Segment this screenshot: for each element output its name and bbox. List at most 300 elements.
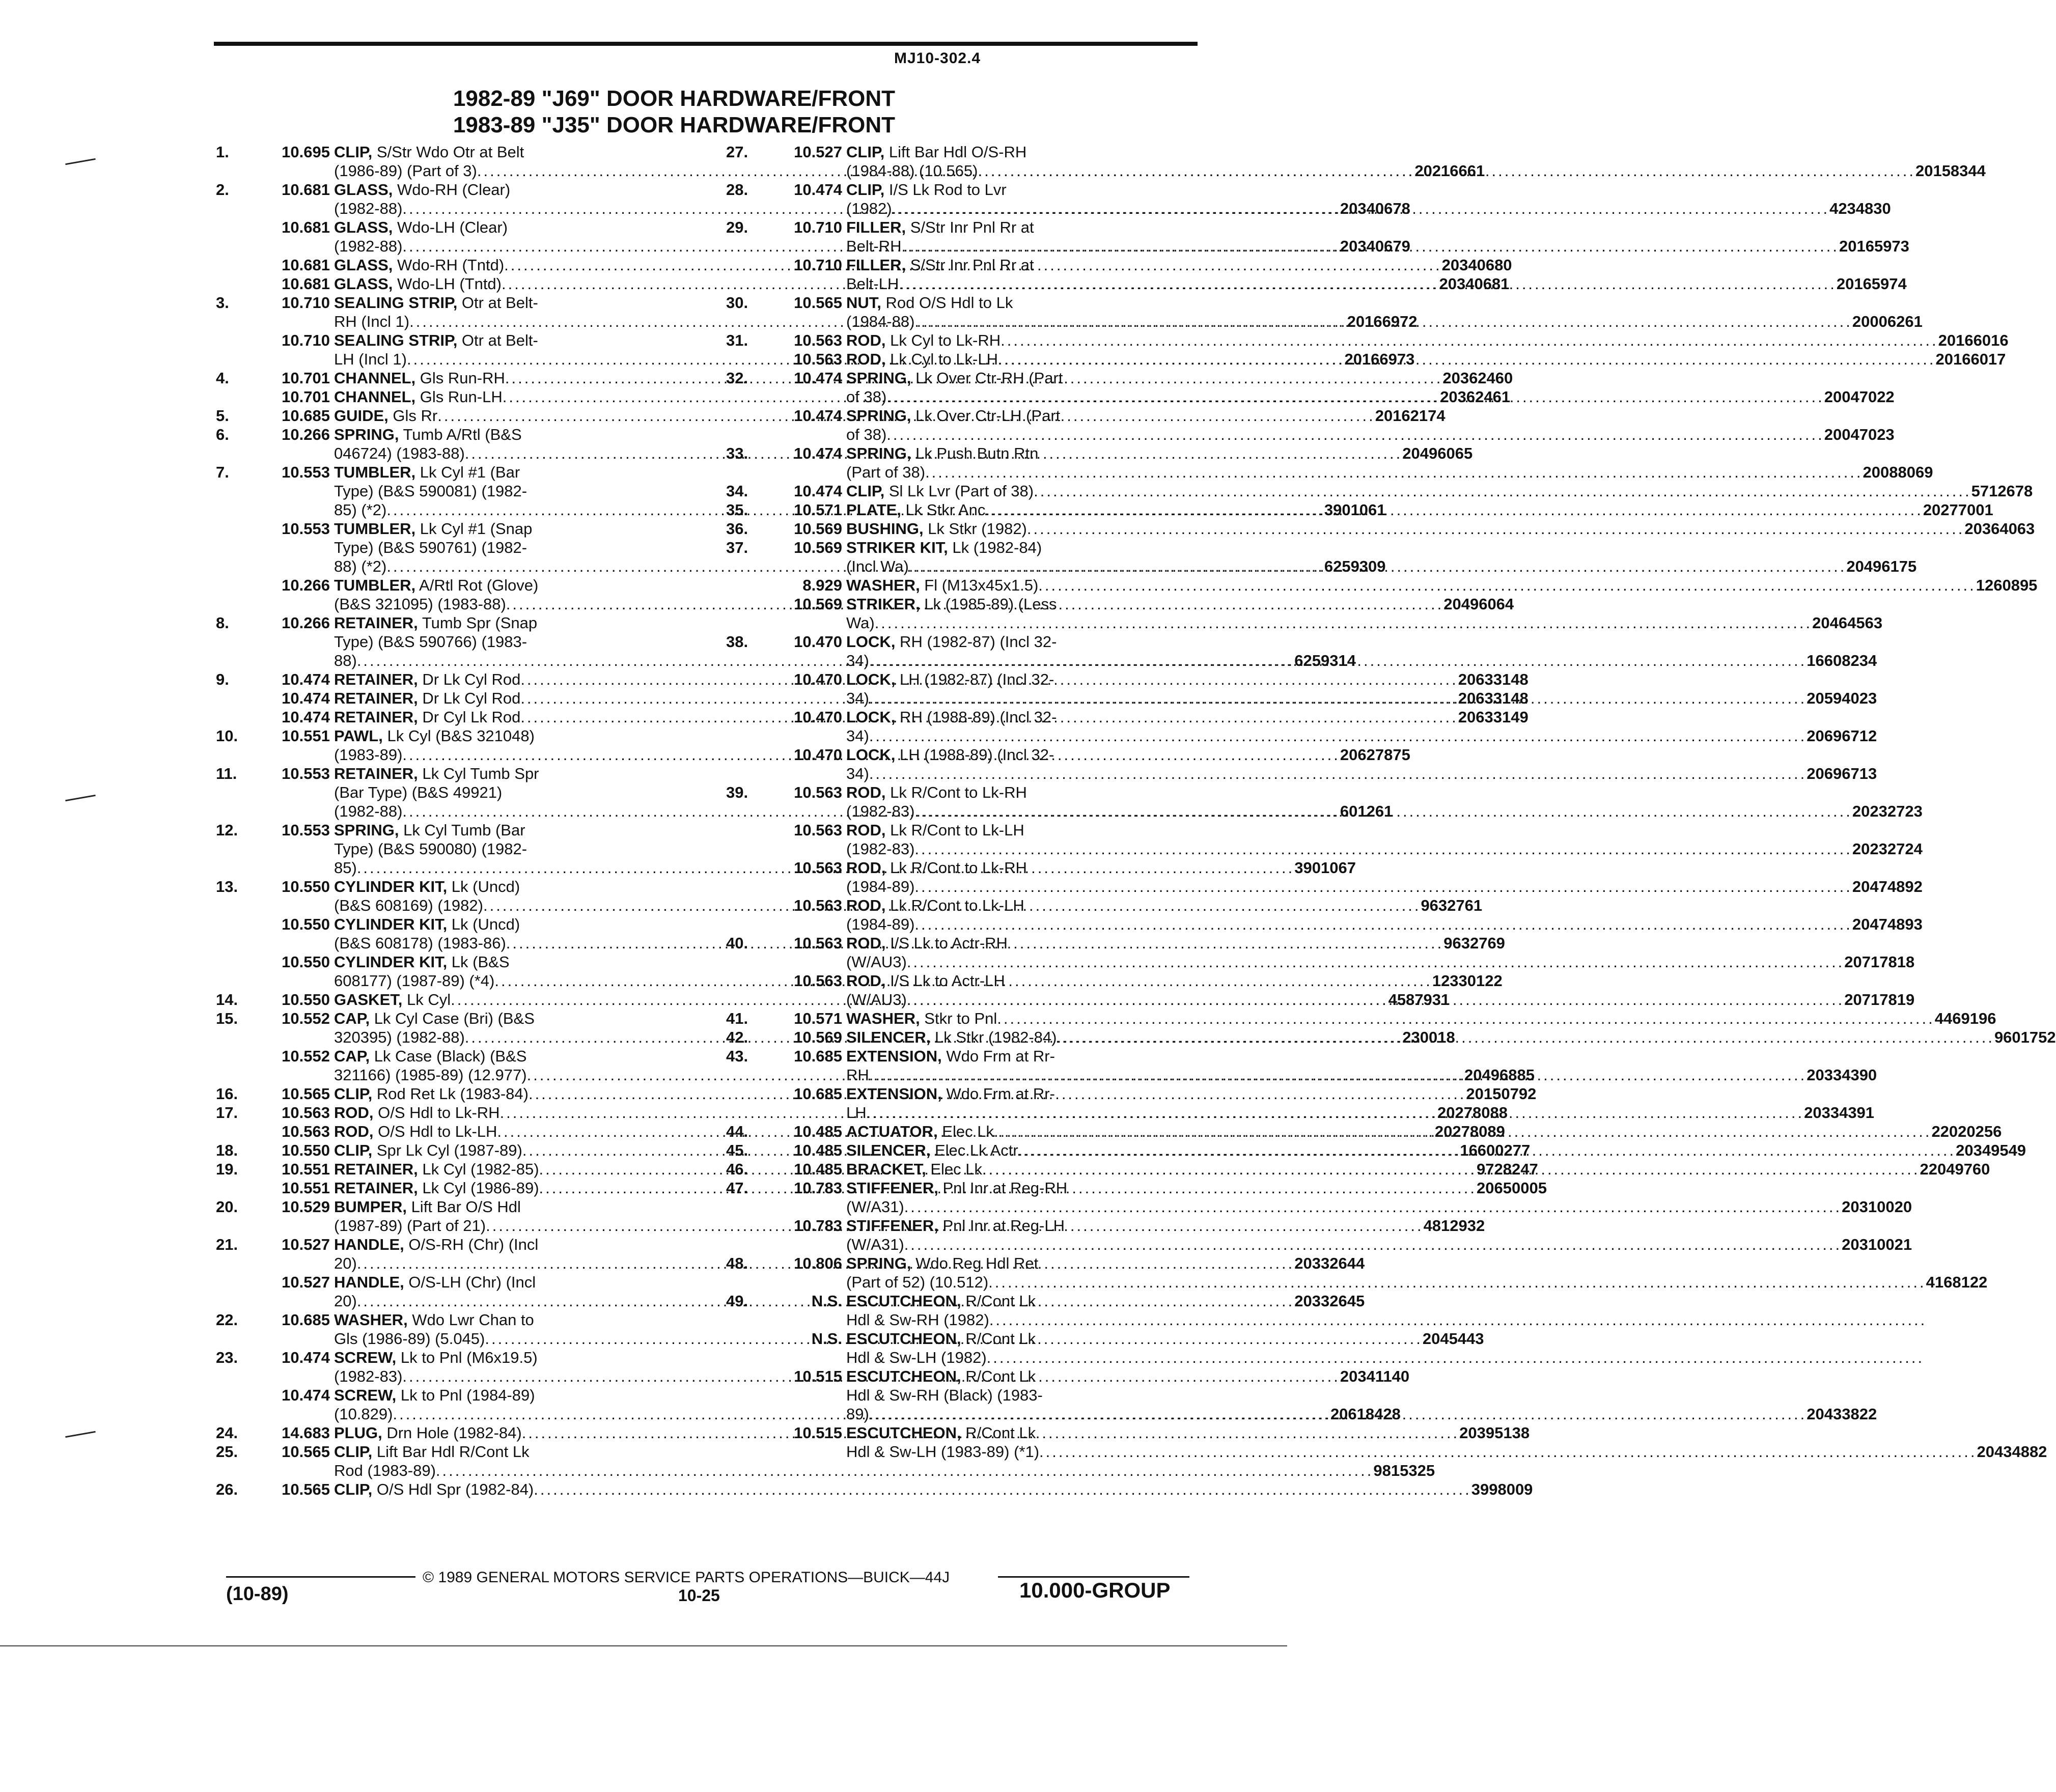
- callout-number: [726, 406, 772, 444]
- group-number: 10.470: [794, 708, 842, 726]
- leader-dots: [899, 274, 1836, 293]
- part-number: 4469196: [1934, 1010, 1996, 1027]
- part-entry: [726, 482, 2033, 500]
- group-number: 10.474: [794, 181, 842, 199]
- part-detail: I/S Lk to Actr-LH: [885, 972, 1005, 990]
- part-name: STRIKER KIT,: [846, 539, 948, 556]
- part-name: STIFFENER,: [846, 1217, 938, 1235]
- part-name: GLASS,: [334, 218, 393, 236]
- part-detail: RH (1982-87) (Incl 32-: [895, 633, 1057, 651]
- callout-number: [726, 1367, 772, 1423]
- group-number: 10.806: [794, 1254, 842, 1272]
- part-number: 20277001: [1923, 501, 1993, 519]
- description-line: [846, 1197, 1912, 1216]
- callout-number: 9.: [216, 670, 229, 688]
- part-name: CLIP,: [846, 181, 885, 199]
- callout-number: 48.: [726, 1254, 748, 1272]
- description-line: [846, 915, 1923, 934]
- leader-dots: [1018, 1141, 1956, 1160]
- part-detail: RH (1988-89) (Incl 32-: [895, 708, 1057, 726]
- part-description: [846, 331, 2009, 350]
- part-detail: (1982-88): [334, 200, 403, 217]
- callout-number: [216, 274, 253, 293]
- group-number: 10.563: [794, 350, 842, 368]
- group-number: 10.474: [282, 1386, 330, 1404]
- part-number: 20474893: [1852, 915, 1923, 933]
- part-detail: LH (Incl 1): [334, 350, 407, 368]
- description-line: [846, 613, 1882, 632]
- part-number: 20650005: [1477, 1179, 1547, 1197]
- part-name: CAP,: [334, 1047, 370, 1065]
- part-detail: Dr Lk Cyl Rod: [418, 670, 521, 688]
- part-detail: Dr Lk Cyl Rod: [418, 689, 521, 707]
- group-number: 14.683: [282, 1424, 330, 1442]
- part-detail: Fl (M13x45x1.5): [920, 576, 1039, 594]
- part-detail: Wdo Reg Hdl Ret: [911, 1254, 1039, 1272]
- part-detail: 34): [846, 689, 869, 707]
- part-name: SPRING,: [334, 426, 399, 443]
- part-detail: Lk (1982-84): [948, 539, 1042, 556]
- part-number: 3901061: [1324, 501, 1386, 519]
- callout-number: 46.: [726, 1160, 748, 1178]
- part-detail: Gls Run-RH: [415, 369, 505, 387]
- part-number: 20633149: [1458, 708, 1529, 726]
- description-line: [846, 745, 1877, 764]
- part-name: LOCK,: [846, 746, 896, 764]
- part-number: 20216661: [1414, 162, 1485, 180]
- part-entry: [726, 331, 2009, 350]
- part-number: 20474892: [1852, 878, 1923, 895]
- part-description: [846, 670, 1877, 708]
- part-detail: Lk R/Cont to Lk-LH: [885, 897, 1024, 914]
- part-description: [846, 745, 1877, 783]
- part-detail: Type) (B&S 590766) (1983-: [334, 633, 527, 651]
- description-line: [846, 689, 1877, 708]
- description-line: [846, 1310, 1927, 1329]
- part-name: ROD,: [846, 934, 886, 952]
- part-detail: Type) (B&S 590761) (1982-: [334, 539, 527, 556]
- part-name: WASHER,: [846, 1010, 920, 1027]
- part-description: [846, 406, 1895, 444]
- part-number: 3998009: [1471, 1480, 1533, 1498]
- callout-number: [726, 670, 772, 708]
- group-number: 10.563: [794, 972, 842, 990]
- leader-dots: [869, 689, 1807, 708]
- part-description: [846, 971, 1914, 1009]
- part-name: PLATE,: [846, 501, 901, 519]
- part-detail: Lk R/Cont to Lk-RH: [885, 859, 1027, 877]
- group-number: 10.485: [794, 1141, 842, 1159]
- part-number: 20278089: [1434, 1123, 1505, 1140]
- callout-number: [726, 350, 772, 369]
- group-number: 10.553: [282, 520, 330, 538]
- group-number: 8.929: [802, 576, 842, 594]
- part-detail: (10.829): [334, 1405, 393, 1423]
- leader-dots: [869, 651, 1807, 670]
- part-detail: O/S-RH (Chr) (Incl: [404, 1236, 539, 1253]
- part-detail: Lk to Pnl (M6x19.5): [396, 1349, 538, 1366]
- part-number: 6259309: [1324, 557, 1386, 575]
- callout-number: 44.: [726, 1123, 748, 1140]
- part-number: 4587931: [1388, 991, 1450, 1009]
- part-description: [846, 369, 1895, 406]
- description-line: [846, 708, 1877, 726]
- group-number: 10.550: [282, 953, 330, 971]
- group-number: 10.565: [794, 294, 842, 312]
- group-number: 10.550: [282, 878, 330, 895]
- group-number: 10.569: [794, 520, 842, 538]
- description-line: [846, 1329, 1924, 1348]
- part-detail: (1984-88): [846, 313, 915, 330]
- description-line: [846, 538, 1916, 557]
- part-name: ESCUTCHEON,: [846, 1330, 961, 1348]
- part-detail: Hdl & Sw-LH (1983-89) (*1): [846, 1443, 1040, 1461]
- part-number: 20349549: [1956, 1141, 2026, 1159]
- part-detail: LH (1982-87) (Incl 32-: [895, 670, 1054, 688]
- part-name: GASKET,: [334, 991, 403, 1009]
- part-detail: Wdo-LH (Tntd): [393, 275, 502, 293]
- callout-number: 40.: [726, 934, 748, 952]
- part-detail: (Bar Type) (B&S 49921): [334, 783, 503, 801]
- part-number: 20696713: [1807, 765, 1877, 782]
- part-detail: (1982-83): [334, 1367, 403, 1385]
- description-line: [846, 576, 2037, 595]
- part-description: [846, 293, 1923, 331]
- part-name: ROD,: [846, 821, 886, 839]
- leader-dots: [1001, 331, 1938, 350]
- part-number: 9632761: [1421, 897, 1483, 914]
- part-name: ESCUTCHEON,: [846, 1424, 961, 1442]
- group-number: 10.685: [794, 1047, 842, 1065]
- leader-dots: [1038, 576, 1976, 595]
- group-number: 10.685: [794, 1085, 842, 1103]
- callout-number: [216, 689, 253, 708]
- description-line: [846, 953, 1914, 971]
- description-line: [846, 1273, 1987, 1292]
- part-detail: Rod (1983-89): [334, 1462, 436, 1479]
- leader-dots: [1039, 1442, 1977, 1461]
- callout-number: 6.: [216, 426, 229, 443]
- part-detail: Lk Cyl (1982-85): [418, 1160, 539, 1178]
- part-number: 20696712: [1807, 727, 1877, 745]
- description-line: [846, 312, 1923, 331]
- part-number: 22049760: [1920, 1160, 1990, 1178]
- part-number: 6259314: [1294, 652, 1356, 669]
- leader-dots: [436, 1461, 1373, 1480]
- group-number: 10.529: [282, 1198, 330, 1216]
- callout-number: 10.: [216, 727, 238, 745]
- description-line: [846, 858, 1923, 877]
- part-detail: (W/A31): [846, 1236, 904, 1253]
- part-detail: Belt-LH: [846, 275, 899, 293]
- part-detail: Type) (B&S 590080) (1982-: [334, 840, 527, 858]
- part-name: ESCUTCHEON,: [846, 1292, 961, 1310]
- part-detail: 608177) (1987-89) (*4): [334, 972, 495, 990]
- leader-dots: [907, 990, 1844, 1009]
- callout-number: 45.: [726, 1141, 748, 1159]
- description-line: [846, 726, 1877, 745]
- callout-number: 27.: [726, 143, 748, 161]
- group-number: 10.695: [282, 143, 330, 161]
- part-detail: 85): [334, 859, 357, 877]
- callout-number: [216, 331, 253, 369]
- part-name: CAP,: [334, 1010, 370, 1027]
- part-detail: 046724) (1983-88): [334, 444, 465, 462]
- description-line: [846, 1047, 1877, 1066]
- part-detail: (Incl Wa): [846, 557, 909, 575]
- group-number: N.S.: [811, 1330, 842, 1348]
- footer-rule-left: [226, 1576, 415, 1578]
- leader-dots: [925, 463, 1863, 482]
- callout-number: 31.: [726, 331, 748, 349]
- part-detail: 34): [846, 765, 869, 782]
- description-line: [846, 1442, 2047, 1461]
- part-detail: (W/AU3): [846, 991, 907, 1009]
- callout-number: 3.: [216, 294, 229, 312]
- part-detail: Elec Lk: [937, 1123, 994, 1140]
- group-number: 10.681: [282, 218, 330, 236]
- part-entry: [726, 519, 2035, 538]
- part-detail: (Part of 52) (10.512): [846, 1273, 989, 1291]
- part-detail: 88) (*2): [334, 557, 387, 575]
- part-description: [846, 444, 1933, 482]
- callout-number: 5.: [216, 407, 229, 425]
- callout-number: [726, 1084, 772, 1122]
- part-detail: Lk Stkr Anc: [901, 501, 986, 519]
- leader-dots: [875, 613, 1812, 632]
- group-number: 10.470: [794, 670, 842, 688]
- part-number: 20340678: [1340, 200, 1410, 217]
- group-number: 10.515: [794, 1367, 842, 1385]
- part-detail: Lk Cyl to Lk-RH: [885, 331, 1001, 349]
- part-detail: Hdl & Sw-LH (1982): [846, 1349, 987, 1366]
- part-name: SPRING,: [846, 407, 911, 425]
- part-detail: S/Str Wdo Otr at Belt: [372, 143, 524, 161]
- group-number: 10.563: [794, 897, 842, 914]
- part-description: [846, 1423, 2047, 1461]
- part-number: 20362461: [1440, 388, 1511, 406]
- part-number: 16600277: [1460, 1141, 1531, 1159]
- leader-dots: [909, 557, 1846, 576]
- group-number: 10.710: [282, 294, 330, 312]
- callout-number: [216, 218, 253, 256]
- leader-dots: [988, 1273, 1926, 1292]
- group-number: 10.485: [794, 1123, 842, 1140]
- part-detail: Lk Over Ctr-RH (Part: [911, 369, 1063, 387]
- part-number: 4234830: [1829, 200, 1891, 217]
- part-number: 20006261: [1852, 313, 1923, 330]
- part-detail: S/Str Inr Pnl Rr at: [906, 256, 1034, 274]
- part-name: BUSHING,: [846, 520, 924, 538]
- part-detail: Lk Stkr (1982): [923, 520, 1027, 538]
- description-line: [846, 934, 1914, 953]
- description-line: [846, 1235, 1912, 1254]
- part-description: [846, 500, 1993, 519]
- part-number: 20633148: [1458, 670, 1529, 688]
- callout-number: 12.: [216, 821, 238, 839]
- part-detail: Type) (B&S 590081) (1982-: [334, 482, 527, 500]
- callout-number: 22.: [216, 1311, 238, 1329]
- part-detail: (1984-89): [846, 915, 915, 933]
- part-detail: RH (Incl 1): [334, 313, 410, 330]
- leader-dots: [914, 802, 1852, 821]
- part-number: 20633148: [1458, 689, 1529, 707]
- leader-dots: [998, 350, 1935, 369]
- part-detail: Tumb Spr (Snap: [418, 614, 538, 632]
- part-name: FILLER,: [846, 256, 906, 274]
- callout-number: [216, 1179, 253, 1197]
- callout-number: 16.: [216, 1085, 238, 1103]
- part-number: 20162174: [1375, 407, 1446, 425]
- part-name: RETAINER,: [334, 708, 418, 726]
- callout-number: [216, 1273, 253, 1310]
- leader-dots: [1034, 482, 1971, 500]
- part-number: 20434882: [1977, 1443, 2047, 1461]
- part-detail: Lk Cyl to Lk-LH: [885, 350, 998, 368]
- group-number: 10.569: [794, 595, 842, 613]
- group-number: 10.783: [794, 1179, 842, 1197]
- part-detail: (1982-88): [334, 237, 403, 255]
- callout-number: [726, 576, 772, 595]
- part-detail: Hdl & Sw-RH (Black) (1983-: [846, 1386, 1043, 1404]
- part-detail: Gls Run-LH: [415, 388, 503, 406]
- description-line: [846, 237, 1909, 256]
- callout-number: [726, 896, 772, 934]
- description-line: [846, 1216, 1912, 1235]
- leader-dots: [914, 915, 1852, 934]
- description-line: [846, 990, 1914, 1009]
- part-description: [846, 538, 1916, 576]
- part-number: 9815325: [1373, 1462, 1435, 1479]
- part-name: STRIKER,: [846, 595, 920, 613]
- part-detail: Wdo-RH (Clear): [393, 181, 511, 199]
- part-detail: O/S Hdl to Lk-LH: [373, 1123, 497, 1140]
- part-name: WASHER,: [846, 576, 920, 594]
- part-entry: [726, 1329, 1205, 1367]
- part-name: SPRING,: [846, 444, 911, 462]
- part-detail: 34): [846, 652, 869, 669]
- part-detail: (1982-83): [846, 802, 915, 820]
- part-number: 3901067: [1294, 859, 1356, 877]
- description-line: [846, 1292, 1927, 1310]
- part-name: SCREW,: [334, 1386, 397, 1404]
- part-detail: (1982-83): [846, 840, 915, 858]
- part-name: CYLINDER KIT,: [334, 878, 448, 895]
- group-number: 10.783: [794, 1217, 842, 1235]
- part-name: CLIP,: [334, 1141, 373, 1159]
- description-line: [846, 1254, 1987, 1273]
- part-detail: (1983-89): [334, 746, 403, 764]
- group-number: 10.474: [282, 708, 330, 726]
- part-detail: Lk Cyl Case (Bri) (B&S: [370, 1010, 535, 1027]
- part-detail: Lift Bar Hdl R/Cont Lk: [372, 1443, 530, 1461]
- description-line: [846, 463, 1933, 482]
- part-description: [846, 783, 1923, 821]
- group-number: 10.565: [282, 1443, 330, 1461]
- group-number: 10.563: [282, 1104, 330, 1122]
- callout-number: 35.: [726, 501, 748, 519]
- group-number: 10.474: [282, 689, 330, 707]
- part-name: NUT,: [846, 294, 881, 312]
- part-number: 20618428: [1330, 1405, 1401, 1423]
- part-detail: Lk R/Cont to Lk-LH: [885, 821, 1024, 839]
- part-name: RETAINER,: [334, 765, 418, 782]
- leader-dots: [869, 764, 1807, 783]
- leader-dots: [869, 1405, 1807, 1423]
- description-line: [846, 1066, 1877, 1084]
- part-name: SEALING STRIP,: [334, 331, 458, 349]
- part-detail: Lift Bar Hdl O/S-RH: [884, 143, 1027, 161]
- group-number: 10.685: [282, 1311, 330, 1329]
- bottom-rule: [0, 1645, 1287, 1646]
- part-detail: R/Cont Lk: [961, 1367, 1036, 1385]
- part-description: [846, 1141, 2026, 1160]
- callout-number: 49.: [726, 1292, 748, 1310]
- part-description: [846, 1009, 1996, 1028]
- callout-number: 28.: [726, 181, 748, 199]
- leader-dots: [914, 839, 1852, 858]
- part-detail: (B&S 321095) (1983-88): [334, 595, 506, 613]
- description-line: [846, 557, 1916, 576]
- part-number: 20334391: [1804, 1104, 1875, 1122]
- part-number: 20340681: [1439, 275, 1510, 293]
- part-number: 20165973: [1839, 237, 1909, 255]
- part-description: [846, 1028, 2056, 1047]
- part-entry: [726, 1292, 1205, 1329]
- callout-number: [726, 821, 772, 858]
- description-line: [846, 896, 1923, 915]
- part-number: 9601752: [1994, 1028, 2056, 1046]
- callout-number: 17.: [216, 1104, 238, 1122]
- part-description: [846, 595, 1882, 632]
- part-detail: Lk Case (Black) (B&S: [370, 1047, 527, 1065]
- part-number: 20496064: [1443, 595, 1514, 613]
- callout-number: [216, 519, 253, 576]
- part-name: GLASS,: [334, 275, 393, 293]
- leader-dots: [534, 1480, 1471, 1499]
- part-name: SILENCER,: [846, 1141, 931, 1159]
- leader-dots: [914, 312, 1852, 331]
- footer-rule-right: [998, 1576, 1189, 1578]
- part-detail: Wdo Frm at Rr-: [941, 1085, 1055, 1103]
- part-detail: Pnl Inr at Reg-RH: [938, 1179, 1068, 1197]
- part-detail: LH (1988-89) (Incl 32-: [895, 746, 1054, 764]
- group-number: 10.527: [794, 143, 842, 161]
- part-detail: Lk (Uncd): [447, 878, 520, 895]
- group-number: 10.474: [282, 1349, 330, 1366]
- leader-dots: [886, 387, 1824, 406]
- callout-number: 37.: [726, 539, 748, 556]
- part-detail: of 38): [846, 388, 887, 406]
- group-label: 10.000-GROUP: [1019, 1578, 1171, 1602]
- part-number: 20362460: [1442, 369, 1513, 387]
- part-name: RETAINER,: [334, 689, 418, 707]
- callout-number: 2.: [216, 181, 229, 199]
- group-number: 10.710: [282, 331, 330, 349]
- description-line: [846, 274, 1907, 293]
- description-line: [846, 764, 1877, 783]
- part-detail: LH: [846, 1104, 867, 1122]
- callout-number: 36.: [726, 520, 748, 538]
- part-detail: (B&S 608169) (1982): [334, 897, 483, 914]
- part-name: SILENCER,: [846, 1028, 931, 1046]
- description-line: [846, 1122, 2002, 1141]
- description-line: [846, 406, 1895, 425]
- leader-dots: [914, 877, 1852, 896]
- part-detail: 89): [846, 1405, 869, 1423]
- callout-number: [216, 1386, 253, 1423]
- part-description: [846, 482, 2033, 500]
